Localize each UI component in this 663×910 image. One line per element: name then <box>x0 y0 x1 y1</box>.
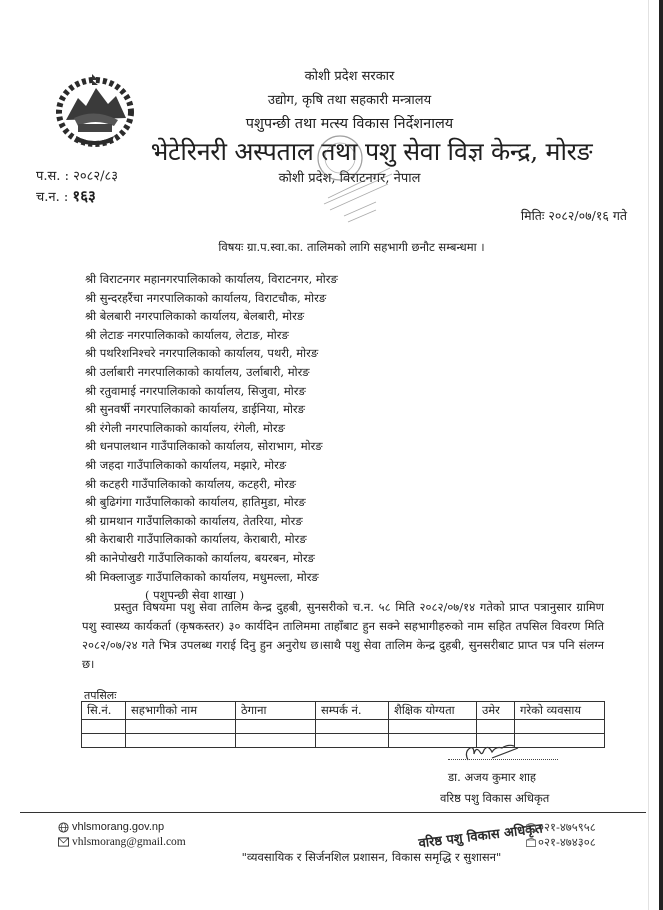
letter-reference-number <box>36 166 118 184</box>
column-header: गरेको व्यवसाय <box>515 702 605 720</box>
recipient-item: श्री जहदा गाउँपालिकाको कार्यालय, मझारे, मोरङ <box>85 457 287 472</box>
office-address: कोशी प्रदेश, विराटनगर, नेपाल <box>278 171 421 186</box>
recipient-item: श्री धनपालथान गाउँपालिकाको कार्यालय, सोराभाग, मोरङ <box>85 439 323 454</box>
globe-icon <box>58 822 69 833</box>
dispatch-number <box>36 186 96 206</box>
column-header: उमेर <box>477 702 515 720</box>
office-stamp-icon <box>300 128 410 224</box>
details-label: तपसिलः <box>84 689 117 702</box>
footer-email <box>58 836 186 848</box>
letter-body: प्रस्तुत विषयमा पशु सेवा तालिम केन्द्र दुहबी, सुनसरीको च.न. ५८ मिति २०८२/०७/१४ गतेको प्राप्त पत्रानुसार ग्रामिण पशु स्वास्थ्य कार्यकर्ता (कृषकस्तर) ३० कार्यदिन तालिममा ताहाँबाट हुन सक्ने सहभागीहरुको नाम सहित तपसिल विवरण मिति २०८२/०७/२४ गते भित्र उपलब्ध गराई दिनु हुन अनुरोध छ।साथै पशु सेवा तालिम केन्द्र दुहबी, सुनसरीबाट प्राप्त पत्र पनि संलग्न छ। <box>82 600 604 671</box>
table-cell <box>82 720 126 734</box>
table-row <box>82 734 605 748</box>
footer-phones <box>525 820 596 850</box>
recipient-item: श्री बेलबारी नगरपालिकाको कार्यालय, बेलबारी, मोरङ <box>85 309 305 324</box>
table-cell <box>236 734 316 748</box>
column-header: ठेगाना <box>236 702 316 720</box>
recipient-item: श्री रतुवामाई नगरपालिकाको कार्यालय, सिजुवा, मोरङ <box>85 383 306 398</box>
header-directorate-name: पशुपन्छी तथा मत्स्य विकास निर्देशनालय <box>245 116 454 132</box>
recipient-item: श्री बुढिगंगा गाउँपालिकाको कार्यालय, हातिमुडा, मोरङ <box>85 495 306 510</box>
phone-row <box>525 835 596 850</box>
recipient-item: श्री सुन्दरहरैंचा नगरपालिकाको कार्यालय, विराटचौक, मोरङ <box>85 290 327 305</box>
recipient-item: श्री उर्लाबारी नगरपालिकाको कार्यालय, उर्लाबारी, मोरङ <box>85 364 310 379</box>
ps-label: प.स. : <box>36 169 69 184</box>
cn-label: च.न. : <box>36 190 69 205</box>
recipient-item: श्री कानेपोखरी गाउँपालिकाको कार्यालय, बयरबन, मोरङ <box>85 550 315 565</box>
table-cell <box>477 720 515 734</box>
table-cell <box>126 720 236 734</box>
letter-date: मितिः २०८२/०७/१६ गते <box>520 208 627 223</box>
phone-row <box>525 820 596 835</box>
recipient-item: श्री सुनवर्षी नगरपालिकाको कार्यालय, डाईनिया, मोरङ <box>85 402 305 417</box>
table-cell <box>316 720 389 734</box>
phone-number: ०२१-४७४३०८ <box>538 835 596 849</box>
recipient-item: श्री पथरिशनिश्चरे नगरपालिकाको कार्यालय, पथरी, मोरङ <box>85 346 319 361</box>
table-header-row <box>82 702 605 720</box>
envelope-icon <box>58 837 69 848</box>
telephone-icon <box>525 837 536 848</box>
table-cell <box>515 720 605 734</box>
cn-value: १६३ <box>72 187 96 205</box>
footer-divider <box>20 812 646 813</box>
table-cell <box>126 734 236 748</box>
column-header: सहभागीको नाम <box>126 702 236 720</box>
column-header: सि.नं. <box>82 702 126 720</box>
letter-subject: विषयः ग्रा.प.स्वा.का. तालिमको लागि सहभागी छनौट सम्बन्धमा । <box>218 240 485 254</box>
recipient-list <box>85 270 338 605</box>
signatory-title: वरिष्ठ पशु विकास अधिकृत <box>440 791 550 805</box>
recipient-item: श्री केराबारी गाउँपालिकाको कार्यालय, केराबारी, मोरङ <box>85 532 307 547</box>
recipient-item: श्री ग्रामथान गाउँपालिकाको कार्यालय, तेतरिया, मोरङ <box>85 513 303 528</box>
recipient-item: श्री विराटनगर महानगरपालिकाको कार्यालय, विराटनगर, मोरङ <box>85 272 338 286</box>
table-cell <box>316 734 389 748</box>
header-ministry-name: उद्योग, कृषि तथा सहकारी मन्त्रालय <box>267 93 432 108</box>
ps-value: २०८२/८३ <box>73 169 119 184</box>
footer-motto: "व्यवसायिक र सिर्जनशिल प्रशासन, विकास समृद्धि र सुशासन" <box>241 850 502 864</box>
table-cell <box>82 734 126 748</box>
email-link[interactable]: vhlsmorang@gmail.com <box>72 836 186 848</box>
participant-details-table <box>81 701 605 748</box>
recipient-item: श्री रंगेली नगरपालिकाको कार्यालय, रंगेली, मोरङ <box>85 420 285 435</box>
footer-website <box>58 821 164 833</box>
signature-icon <box>462 742 522 764</box>
column-header: शैक्षिक योग्यता <box>389 702 477 720</box>
table-cell <box>389 720 477 734</box>
recipient-item: श्री मिक्लाजुङ गाउँपालिकाको कार्यालय, मधुमल्ला, मोरङ <box>85 569 319 584</box>
branch-name: ( पशुपन्छी सेवा शाखा ) <box>145 588 245 603</box>
recipient-item: श्री कटहरी गाउँपालिकाको कार्यालय, कटहरी, मोरङ <box>85 476 297 491</box>
website-link[interactable]: vhlsmorang.gov.np <box>72 821 165 833</box>
phone-number: ०२१-४७५९५८ <box>538 820 596 834</box>
signatory-name: डा. अजय कुमार शाह <box>448 770 537 784</box>
office-name: भेटेरिनरी अस्पताल तथा पशु सेवा विज्ञ केन्द्र, मोरङ <box>150 137 593 166</box>
recipient-item: श्री लेटाङ नगरपालिकाको कार्यालय, लेटाङ, मोरङ <box>85 327 289 342</box>
telephone-icon <box>525 822 536 833</box>
signature-line <box>448 759 558 760</box>
header-government-name: कोशी प्रदेश सरकार <box>304 69 395 84</box>
table-row <box>82 720 605 734</box>
table-cell <box>236 720 316 734</box>
column-header: सम्पर्क नं. <box>316 702 389 720</box>
table-cell <box>515 734 605 748</box>
officer-rubber-stamp: वरिष्ठ पशु विकास अधिकृत <box>417 821 544 852</box>
